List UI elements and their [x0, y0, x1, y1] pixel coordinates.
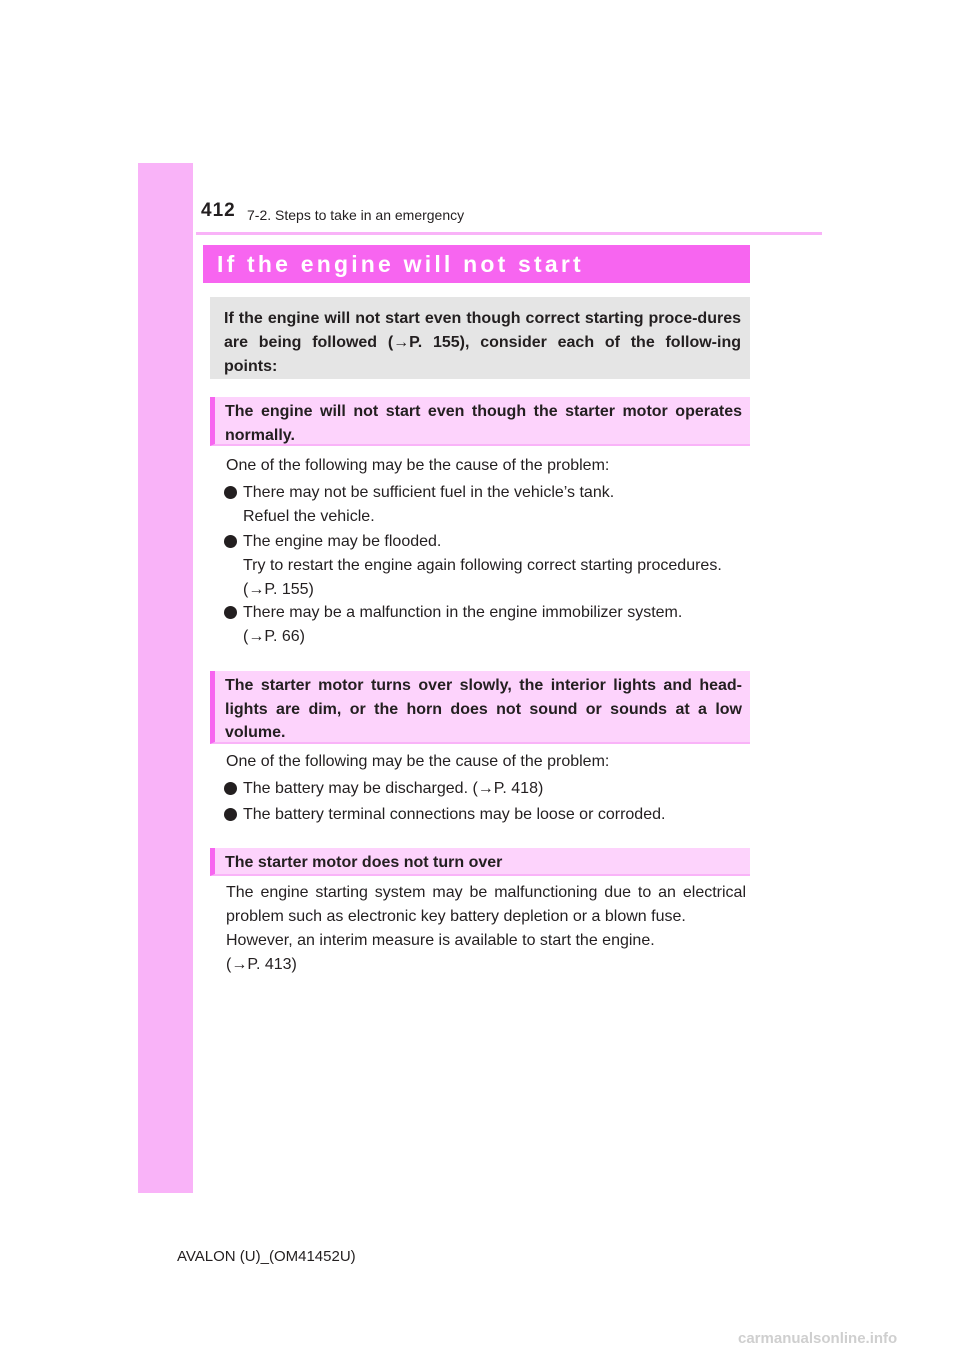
bullet-icon — [224, 606, 237, 619]
intro-box: If the engine will not start even though correct starting proce-dures are being followed (→P. 155), consider each of the follow-ing points: — [210, 297, 750, 379]
bullet-icon — [224, 808, 237, 821]
bullet-line: (→P. 66) — [243, 628, 305, 645]
bullet-line: There may not be sufficient fuel in the vehicle’s tank. — [243, 484, 615, 501]
bullet-line: Try to restart the engine again following correct starting procedures. — [243, 557, 722, 574]
section-label: 7-2. Steps to take in an emergency — [247, 207, 465, 223]
bullet-line: The engine may be flooded. — [243, 533, 442, 550]
list-item — [224, 777, 749, 801]
section-heading-3: The starter motor does not turn over — [210, 848, 750, 876]
footer-model-code: AVALON (U)_(OM41452U) — [177, 1248, 356, 1265]
paragraph-line: However, an interim measure is available to start the engine. — [226, 932, 655, 949]
bullet-line: (→P. 155) — [243, 581, 314, 598]
section-3-body — [226, 881, 746, 977]
section-heading-1: The engine will not start even though the starter motor operates normally. — [210, 397, 750, 446]
bullet-icon — [224, 486, 237, 499]
page-number: 412 — [201, 200, 236, 221]
list-item — [224, 530, 749, 602]
bullet-icon — [224, 782, 237, 795]
section-1-lead: One of the following may be the cause of the problem: — [226, 457, 610, 474]
list-item — [224, 601, 749, 649]
watermark: carmanualsonline.info — [738, 1330, 898, 1347]
bullet-icon — [224, 535, 237, 548]
paragraph-line: The engine starting system may be malfunctioning due to an electrical problem such as electronic key battery depletion or a blown fuse. — [226, 884, 746, 925]
list-item — [224, 803, 749, 827]
side-tab-band — [138, 163, 193, 1193]
section-heading-2: The starter motor turns over slowly, the interior lights and head-lights are dim, or the horn does not sound or sounds at a low volume. — [210, 671, 750, 744]
bullet-line: The battery terminal connections may be loose or corroded. — [243, 806, 666, 823]
header-rule — [196, 232, 822, 235]
bullet-line: The battery may be discharged. (→P. 418) — [243, 780, 544, 797]
bullet-line: There may be a malfunction in the engine immobilizer system. — [243, 604, 683, 621]
bullet-line: Refuel the vehicle. — [243, 508, 375, 525]
section-2-lead: One of the following may be the cause of the problem: — [226, 753, 610, 770]
paragraph-line: (→P. 413) — [226, 956, 297, 973]
list-item — [224, 481, 749, 529]
title-bar — [203, 245, 750, 283]
page-title: If the engine will not start — [217, 251, 584, 277]
